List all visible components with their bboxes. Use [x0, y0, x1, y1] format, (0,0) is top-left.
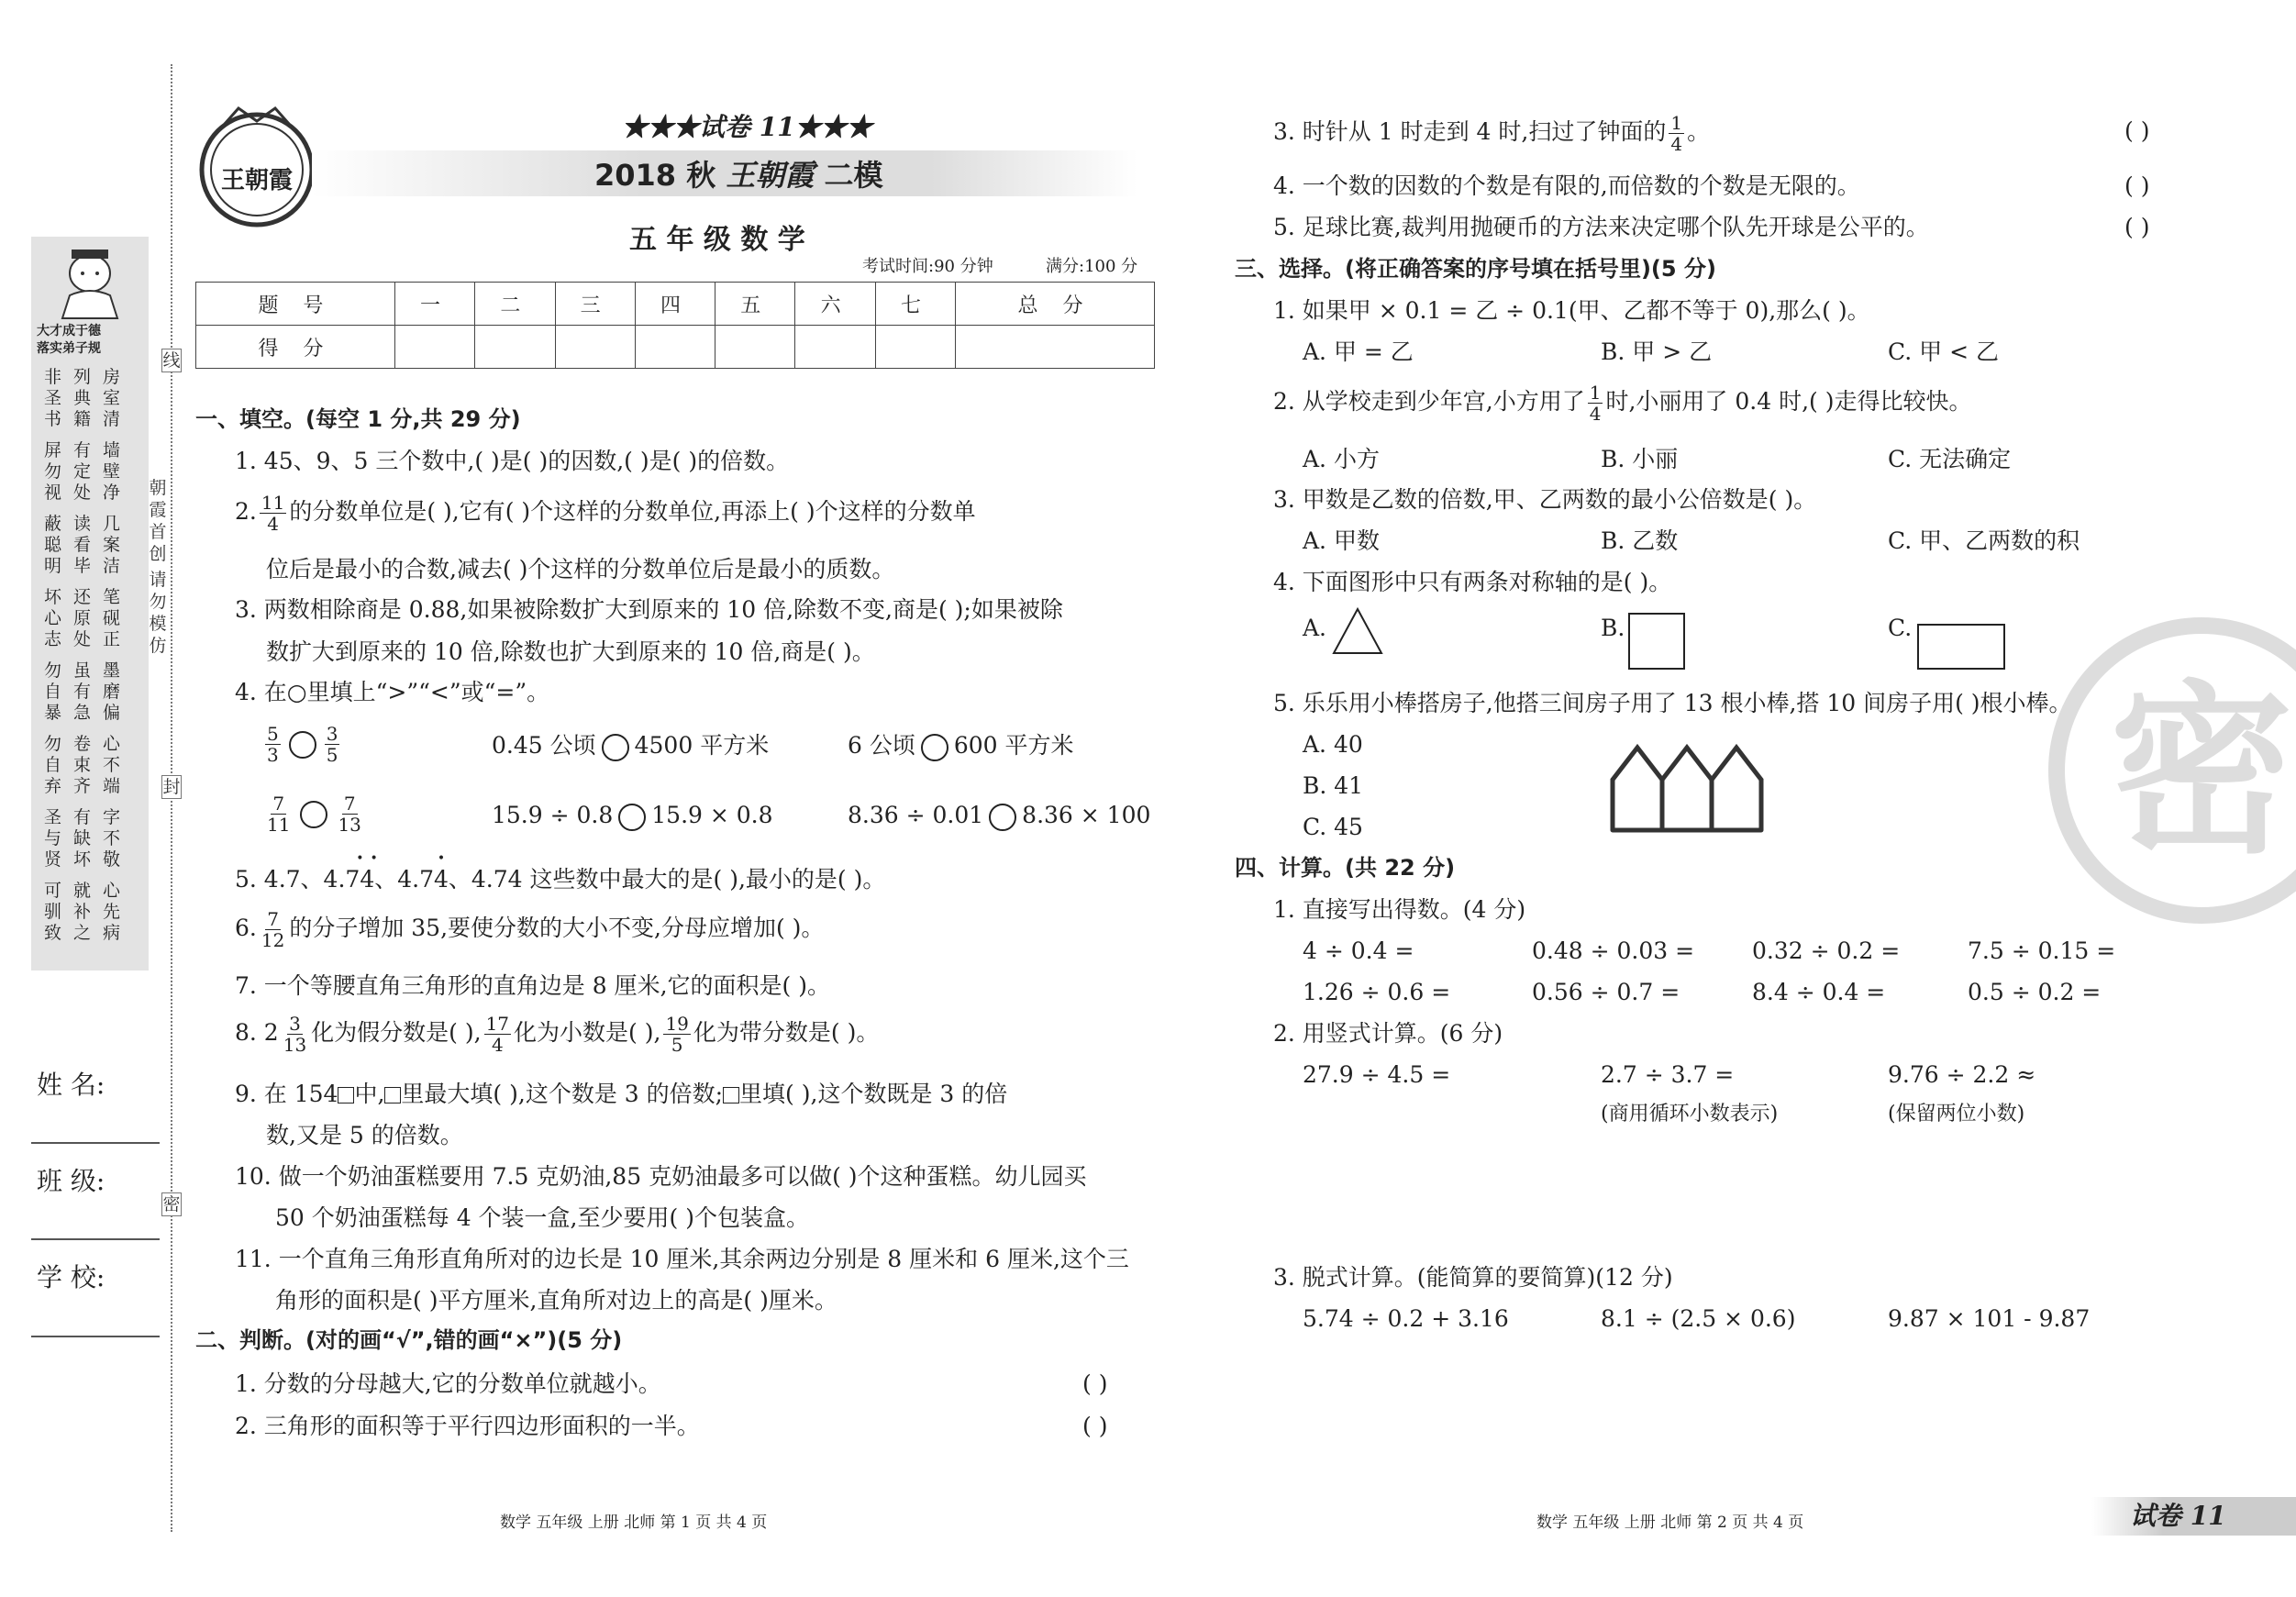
s3-q1-opt-c[interactable]: C. 甲 < 乙: [1888, 338, 1999, 365]
compare-circle[interactable]: [300, 801, 327, 828]
s3-q2-opt-b[interactable]: B. 小丽: [1601, 446, 1679, 472]
sidebar-verse: 屏勿视: [44, 440, 62, 503]
s1-q10: 10. 做一个奶油蛋糕要用 7.5 克奶油,85 克奶油最多可以做( )个这种蛋糕。幼儿园买: [235, 1163, 1087, 1190]
s3-q3-opt-b[interactable]: B. 乙数: [1601, 527, 1679, 554]
sidebar-verse: 墙壁净: [103, 440, 121, 503]
score-header-cell: 四: [635, 283, 715, 326]
score-header-cell: 二: [475, 283, 555, 326]
s1-q8: 8. 2 $\frac{3}{13}$ 化为假分数是( ), $\frac{17}{4}$ 化为小数是( ), $\frac{19}{5}$ 化为带分数是( )。: [235, 1013, 880, 1056]
s4-part3: 3. 脱式计算。(能简算的要简算)(12 分): [1273, 1264, 1673, 1291]
seal-char-secret: 密: [162, 1194, 181, 1214]
s4-p1-item-5: 1.26 ÷ 0.6 =: [1303, 979, 1451, 1005]
score-header-cell: 五: [715, 283, 795, 326]
s1-q4: 4. 在○里填上“>”“<”或“=”。: [235, 679, 550, 705]
s1-q7: 7. 一个等腰直角三角形的直角边是 8 厘米,它的面积是( )。: [235, 972, 831, 999]
scholar-illustration: [44, 240, 136, 321]
s3-q2-opt-a[interactable]: A. 小方: [1303, 446, 1380, 472]
name-field[interactable]: [31, 1142, 160, 1144]
s1-q11-cont: 角形的面积是( )平方厘米,直角所对边上的高是( )厘米。: [275, 1287, 837, 1314]
svg-text:王朝霞: 王朝霞: [220, 167, 294, 194]
sidebar-motto-1: 大才成于德: [37, 324, 101, 338]
sidebar-verse: 笔砚正: [103, 587, 121, 649]
s4-p2-note-2: (保留两位小数): [1888, 1103, 2025, 1126]
s4-part2: 2. 用竖式计算。(6 分): [1273, 1020, 1503, 1047]
s3-q5-opt-c[interactable]: C. 45: [1303, 814, 1363, 840]
score-header-cell: 三: [555, 283, 635, 326]
s1-q5: 5. 4.7、4.• 74 •、4.7• 4、4.74 这些数中最大的是( ),最小的是( )。: [235, 866, 885, 893]
s3-q3: 3. 甲数是乙数的倍数,甲、乙两数的最小公倍数是( )。: [1273, 486, 1817, 513]
svg-text:密: 密: [2109, 665, 2294, 879]
sidebar-verse: 房室清: [103, 367, 121, 429]
warning-text-1: 朝霞首创: [149, 478, 167, 564]
footer-left: 数学 五年级 上册 北师 第 1 页 共 4 页: [500, 1514, 768, 1532]
s1-q2-cont: 位后是最小的合数,减去( )个这样的分数单位后是最小的质数。: [266, 556, 895, 582]
sidebar-verse: 字不敬: [103, 807, 121, 870]
s3-q1-opt-b[interactable]: B. 甲 > 乙: [1601, 338, 1713, 365]
compare-circle[interactable]: [602, 734, 629, 761]
stick-houses-figure: [1605, 738, 1780, 839]
s1-q3-cont: 数扩大到原来的 10 倍,除数也扩大到原来的 10 倍,商是( )。: [266, 638, 875, 665]
s1-q4-row2-c: 8.36 ÷ 0.01 8.36 × 100: [848, 802, 1150, 831]
s2-q4-answer[interactable]: ( ): [2124, 172, 2150, 199]
sidebar-verse: 可驯致: [44, 881, 62, 943]
s3-q4: 4. 下面图形中只有两条对称轴的是( )。: [1273, 569, 1672, 595]
title-suffix: 二模: [824, 158, 883, 193]
s1-q4-row1-a: $\frac{5}{3}$ $\frac{3}{5}$: [267, 723, 338, 766]
s2-q1-answer[interactable]: ( ): [1082, 1370, 1108, 1397]
s2-q5-answer[interactable]: ( ): [2124, 214, 2150, 240]
s2-q4: 4. 一个数的因数的个数是有限的,而倍数的个数是无限的。: [1273, 172, 1860, 199]
s4-p2-item-2: 2.7 ÷ 3.7 =: [1601, 1061, 1735, 1088]
warning-text-2: 请勿模仿: [149, 570, 167, 656]
sidebar-verse: 勿自暴: [44, 660, 62, 723]
s2-q5: 5. 足球比赛,裁判用抛硬币的方法来决定哪个队先开球是公平的。: [1273, 214, 1929, 240]
brand-logo-emblem: [188, 101, 326, 229]
full-score: 满分:100 分: [1046, 257, 1138, 276]
s3-q5-opt-b[interactable]: B. 41: [1303, 772, 1364, 799]
s2-q2: 2. 三角形的面积等于平行四边形面积的一半。: [235, 1413, 700, 1439]
seal-char-seal: 封: [162, 777, 181, 797]
s2-q3: 3. 时针从 1 时走到 4 时,扫过了钟面的 $\frac{1}{4}$ 。: [1273, 112, 1711, 155]
s4-p3-item-2: 8.1 ÷ (2.5 × 0.6): [1601, 1305, 1796, 1332]
s3-q3-opt-c[interactable]: C. 甲、乙两数的积: [1888, 527, 2080, 554]
footer-right: 数学 五年级 上册 北师 第 2 页 共 4 页: [1536, 1514, 1804, 1532]
score-entry-cell[interactable]: [875, 326, 955, 369]
school-field[interactable]: [31, 1336, 160, 1337]
sidebar-verse: 还原处: [73, 587, 92, 649]
section3-heading: 三、选择。(将正确答案的序号填在括号里)(5 分): [1235, 256, 1716, 282]
s1-q9-cont: 数,又是 5 的倍数。: [266, 1122, 463, 1148]
section2-heading: 二、判断。(对的画“√”,错的画“×”)(5 分): [195, 1327, 623, 1353]
s1-q4-row2-b: 15.9 ÷ 0.8 15.9 × 0.8: [492, 802, 773, 831]
s4-p2-item-3: 9.76 ÷ 2.2 ≈: [1888, 1061, 2036, 1088]
s4-p1-item-3: 0.32 ÷ 0.2 =: [1752, 937, 1901, 964]
score-entry-cell[interactable]: [635, 326, 715, 369]
seal-char-line: 线: [162, 350, 181, 371]
score-entry-cell[interactable]: [795, 326, 875, 369]
score-entry-cell[interactable]: [555, 326, 635, 369]
s4-p1-item-2: 0.48 ÷ 0.03 =: [1532, 937, 1695, 964]
s1-q6: 6. $\frac{7}{12}$ 的分子增加 35,要使分数的大小不变,分母应增加( )。: [235, 908, 825, 951]
s1-q4-row2-a: $\frac{7}{11}$ $\frac{7}{13}$: [267, 793, 361, 836]
secret-stamp-watermark: [2027, 615, 2296, 926]
s4-p2-note-1: (商用循环小数表示): [1601, 1103, 1779, 1126]
sidebar-verse: 读看毕: [73, 514, 92, 576]
s3-q1: 1. 如果甲 × 0.1 = 乙 ÷ 0.1(甲、乙都不等于 0),那么( )。: [1273, 297, 1870, 324]
s2-q2-answer[interactable]: ( ): [1082, 1413, 1108, 1439]
title-year: 2018 秋: [594, 158, 716, 193]
sidebar-verse: 卷束齐: [73, 734, 92, 796]
score-header-cell: 题 号: [196, 283, 395, 326]
sidebar-verse: 几案洁: [103, 514, 121, 576]
compare-circle[interactable]: [289, 731, 316, 759]
paper-number: ★★★试卷 11★★★: [622, 112, 872, 142]
sidebar-verse: 坏心志: [44, 587, 62, 649]
score-row-label: 得 分: [196, 326, 395, 369]
s4-part1: 1. 直接写出得数。(4 分): [1273, 896, 1526, 923]
s4-p1-item-8: 0.5 ÷ 0.2 =: [1968, 979, 2102, 1005]
sidebar-verse: 勿自弃: [44, 734, 62, 796]
title-brand: 王朝霞: [726, 158, 815, 193]
sidebar-verse: 就补之: [73, 881, 92, 943]
compare-circle[interactable]: [989, 804, 1016, 831]
s3-q4-opt-a[interactable]: A.: [1303, 615, 1327, 641]
sidebar-verse: 有缺坏: [73, 807, 92, 870]
s1-q1: 1. 45、9、5 三个数中,( )是( )的因数,( )是( )的倍数。: [235, 448, 790, 474]
s3-q5: 5. 乐乐用小棒搭房子,他搭三间房子用了 13 根小棒,搭 10 间房子用( )根小棒。: [1273, 690, 2072, 716]
s1-q2: 2. $\frac{11}{4}$ 的分数单位是( ),它有( )个这样的分数单位,再添上( )个这样的分数单: [235, 492, 976, 535]
s1-q11: 11. 一个直角三角形直角所对的边长是 10 厘米,其余两边分别是 8 厘米和 6 厘米,这个三: [235, 1246, 1129, 1272]
s2-q1: 1. 分数的分母越大,它的分数单位就越小。: [235, 1370, 661, 1397]
footer-tab-label: 试卷 11: [2130, 1501, 2226, 1531]
sidebar-verse: 有定处: [73, 440, 92, 503]
compare-circle[interactable]: [618, 804, 646, 831]
sidebar-verse: 非圣书: [44, 367, 62, 429]
score-entry-cell[interactable]: [475, 326, 555, 369]
s1-q10-cont: 50 个奶油蛋糕每 4 个装一盒,至少要用( )个包装盒。: [275, 1204, 809, 1231]
compare-circle[interactable]: [921, 734, 948, 761]
sidebar-verse: 墨磨偏: [103, 660, 121, 723]
score-header-cell: 一: [394, 283, 474, 326]
class-label: 班 级:: [37, 1166, 105, 1196]
s3-q5-opt-a[interactable]: A. 40: [1303, 731, 1363, 758]
s3-q4-opt-b[interactable]: B.: [1601, 615, 1625, 641]
s3-q2-opt-c[interactable]: C. 无法确定: [1888, 446, 2012, 472]
s4-p3-item-1: 5.74 ÷ 0.2 + 3.16: [1303, 1305, 1509, 1332]
s4-p3-item-3: 9.87 × 101 - 9.87: [1888, 1305, 2091, 1332]
name-label: 姓 名:: [37, 1070, 105, 1100]
square-shape: [1628, 613, 1685, 670]
sidebar-verse: 蔽聪明: [44, 514, 62, 576]
s2-q3-answer[interactable]: ( ): [2124, 117, 2150, 144]
score-entry-cell[interactable]: [394, 326, 474, 369]
subject-title: 五 年 级 数 学: [629, 224, 805, 256]
s1-q4-row1-b: 0.45 公顷 4500 平方米: [492, 732, 769, 761]
s3-q3-opt-a[interactable]: A. 甲数: [1303, 527, 1380, 554]
s4-p1-item-6: 0.56 ÷ 0.7 =: [1532, 979, 1680, 1005]
sidebar-verse: 列典籍: [73, 367, 92, 429]
score-header-cell: 六: [795, 283, 875, 326]
school-label: 学 校:: [37, 1262, 105, 1292]
class-field[interactable]: [31, 1238, 160, 1240]
sidebar-verse: 圣与贤: [44, 807, 62, 870]
s1-q3: 3. 两数相除商是 0.88,如果被除数扩大到原来的 10 倍,除数不变,商是( );如果被除: [235, 596, 1063, 623]
section1-heading: 一、填空。(每空 1 分,共 29 分): [195, 406, 521, 432]
score-entry-cell[interactable]: [715, 326, 795, 369]
score-header-cell: 总 分: [956, 283, 1155, 326]
s4-p1-item-7: 8.4 ÷ 0.4 =: [1752, 979, 1886, 1005]
s1-q4-row1-c: 6 公顷 600 平方米: [848, 732, 1074, 761]
rectangle-shape: [1917, 624, 2005, 670]
exam-title: [594, 158, 883, 193]
s1-q9: 9. 在 154 中, 里最大填( ),这个数是 3 的倍数; 里填( ),这个数既是 3 的倍: [235, 1081, 1008, 1107]
sidebar-columns: [44, 367, 136, 954]
s4-p1-item-4: 7.5 ÷ 0.15 =: [1968, 937, 2116, 964]
sidebar-verse: 心先病: [103, 881, 121, 943]
sidebar-verse: 心不端: [103, 734, 121, 796]
score-table: [195, 282, 1155, 369]
s4-p1-item-1: 4 ÷ 0.4 =: [1303, 937, 1414, 964]
sidebar-verse: 虽有急: [73, 660, 92, 723]
s3-q4-opt-c[interactable]: C.: [1888, 615, 1913, 641]
s3-q2: 2. 从学校走到少年宫,小方用了 $\frac{1}{4}$ 时,小丽用了 0.4 时,( )走得比较快。: [1273, 382, 1972, 425]
score-entry-cell[interactable]: [956, 326, 1155, 369]
section4-heading: 四、计算。(共 22 分): [1235, 855, 1456, 881]
s4-p2-item-1: 27.9 ÷ 4.5 =: [1303, 1061, 1451, 1088]
triangle-shape: [1330, 605, 1385, 657]
score-header-cell: 七: [875, 283, 955, 326]
sidebar-motto-2: 落实弟子规: [37, 341, 101, 356]
exam-time: 考试时间:90 分钟: [862, 257, 993, 276]
s3-q1-opt-a[interactable]: A. 甲 = 乙: [1303, 338, 1414, 365]
